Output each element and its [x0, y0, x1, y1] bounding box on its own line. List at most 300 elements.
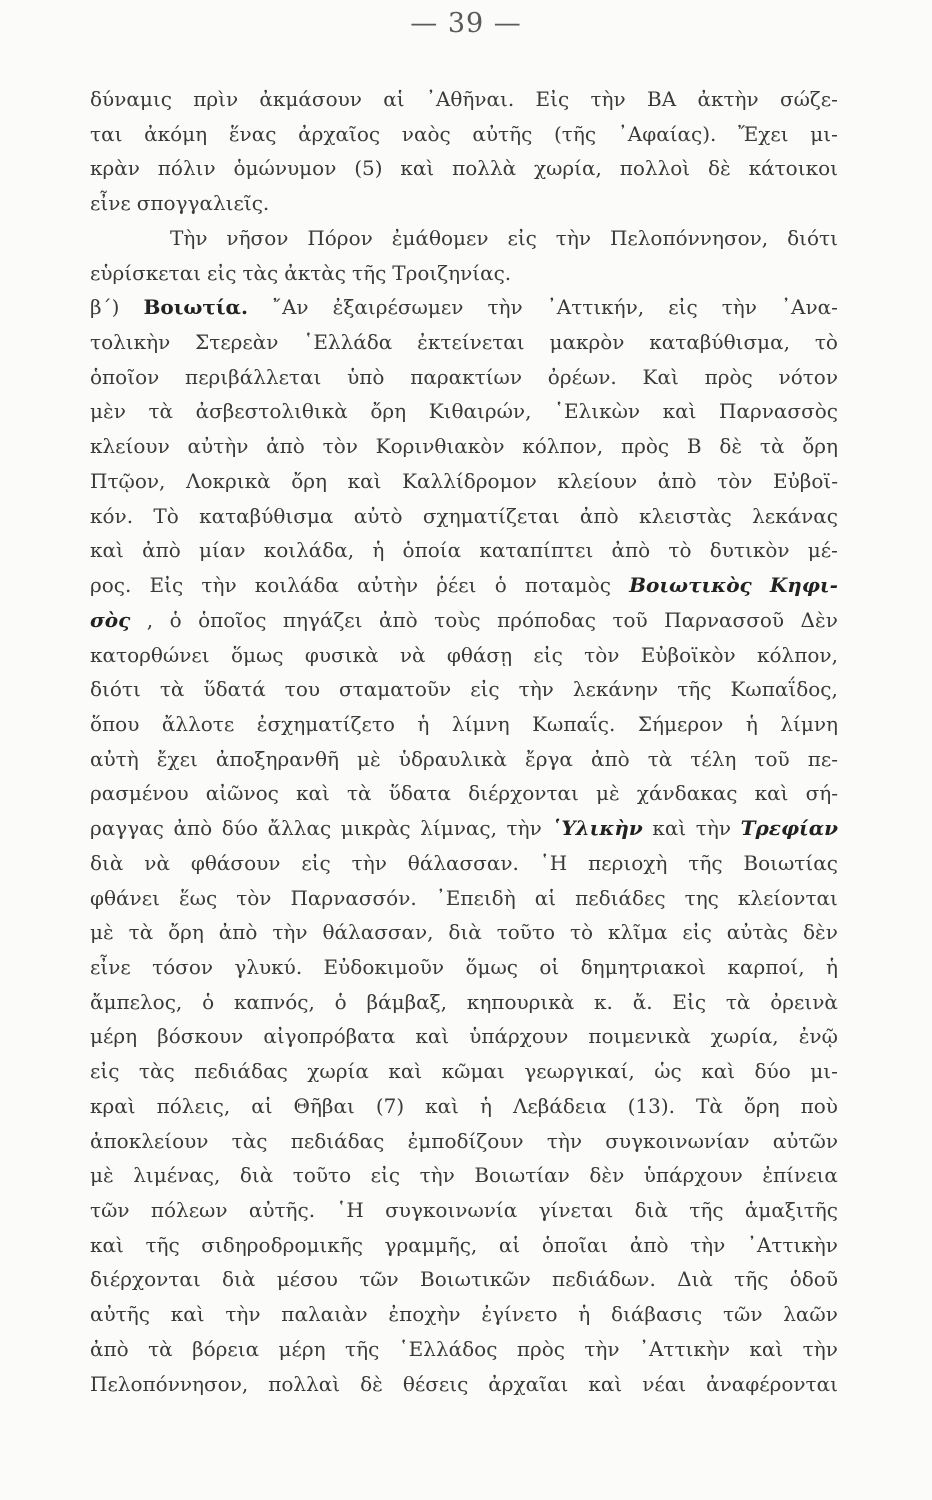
text-line [90, 1262, 838, 1297]
text-word: τὰς [138, 1059, 175, 1084]
text-word: χωρία, [533, 156, 602, 181]
text-word: εἰς [668, 295, 698, 320]
text-line [90, 950, 838, 985]
text-word: φθάνει [90, 885, 160, 910]
text-word: καὶ [754, 781, 789, 806]
text-word: ᾿Αφαίας). [617, 121, 717, 146]
text-word: Τὴν [170, 225, 208, 250]
text-word: τὴν [584, 1336, 620, 1361]
text-word: σὸς [90, 607, 131, 632]
text-word: κλειστὰς [638, 503, 732, 528]
text-line [90, 707, 838, 742]
text-word: πρὸς [620, 434, 670, 459]
text-word: θέσεις [402, 1371, 469, 1396]
text-word: κάτοικοι [748, 156, 838, 181]
text-word: μίαν [198, 538, 246, 563]
text-word: ἡ [372, 538, 385, 563]
text-word: Κιθαιρών, [428, 399, 532, 424]
text-word: Τροιζηνίας. [392, 260, 512, 285]
text-word: σιδηροδρομικῆς [201, 1232, 363, 1257]
text-word: Κωπαΐδος, [730, 677, 838, 702]
text-word: καρποί, [727, 954, 805, 979]
text-word: ὕδατα [388, 781, 451, 806]
text-word: ᾿Αττικήν, [546, 295, 645, 320]
text-line [90, 603, 838, 638]
text-word: ρος. [90, 573, 132, 598]
text-word: ἀκτὴν [697, 87, 759, 111]
text-word: πρὸς [516, 1336, 565, 1361]
text-word: λίμνη [780, 711, 838, 736]
text-word: Πελοπόννησον, [609, 225, 769, 250]
text-word: τὴν [590, 87, 626, 111]
text-line [90, 151, 838, 186]
text-word: περιβάλλεται [185, 364, 322, 389]
text-word: πόλεις, [156, 1093, 231, 1118]
text-word: ἐπίνεια [762, 1163, 838, 1188]
text-word: Καὶ [642, 364, 679, 389]
text-word: σταματοῦν [339, 677, 452, 702]
text-word: ὅπου [90, 711, 140, 736]
text-word: κλείουν [90, 434, 170, 459]
text-word: θάλασσαν. [407, 850, 519, 875]
text-word: παρακτίων [410, 364, 523, 389]
text-line [90, 846, 838, 881]
text-word: ὄρη [802, 434, 838, 459]
text-word: καὶ [415, 1024, 450, 1049]
text-word: αἰῶνος [205, 781, 279, 806]
text-word: διάβασις [611, 1302, 703, 1327]
text-line [90, 533, 838, 568]
text-word: τὴν [546, 1128, 583, 1153]
text-word: ὅμως [465, 954, 518, 979]
text-word: Β [686, 434, 702, 459]
text-word: τῆς [677, 677, 712, 702]
text-word: ὄρη [168, 920, 204, 945]
text-word: τολικὴν [90, 330, 171, 355]
text-word: καὶ [295, 781, 330, 806]
text-word: ἕνας [228, 121, 277, 146]
text-word: ποὺ [800, 1093, 838, 1118]
text-word: σχηματίζεται [422, 503, 560, 528]
text-word: πολλὰ [452, 156, 517, 181]
text-word: τὰς [242, 260, 279, 285]
text-word: ῾Ελλάδα [303, 330, 393, 355]
text-word: τὴν [351, 850, 387, 875]
text-word: αὐτῶν [772, 1128, 838, 1153]
text-line [90, 394, 838, 429]
text-word: τὸ [569, 920, 594, 945]
text-word: καὶ [749, 1336, 784, 1361]
text-word: καὶ [400, 156, 435, 181]
text-word: διὰ [239, 1163, 274, 1188]
text-word: καταβύθισμα, [649, 330, 790, 355]
text-word: ῥέει [436, 573, 477, 598]
text-line [90, 186, 838, 221]
text-word: ἔχει [156, 746, 198, 771]
text-line [90, 1089, 838, 1124]
page-number: — 39 — [410, 8, 522, 39]
text-word: εἰς [301, 850, 331, 875]
text-word: μὲ [596, 781, 620, 806]
text-word: συγκοινωνίαν [605, 1128, 750, 1153]
text-word: τὴν [506, 816, 542, 841]
text-word: ποιμενικὰ [588, 1024, 691, 1049]
text-word: ὁποῖαι [541, 1232, 609, 1257]
text-word: κόν. [90, 503, 134, 528]
text-word: κοιλάδα, [263, 538, 355, 563]
text-word: πηγάζει [282, 607, 363, 632]
text-word: Καλλίδρομον [402, 468, 537, 493]
text-word: τοῦ [754, 746, 790, 771]
text-word: πρὸς [704, 364, 753, 389]
text-word: διέρχονται [468, 781, 579, 806]
text-word: Παρνασσόν. [290, 885, 417, 910]
text-word: δυτικὸν [709, 538, 790, 563]
text-word: Τὸ [153, 503, 179, 528]
text-word: χωρία, [710, 1024, 779, 1049]
text-word: διὰ [448, 920, 482, 945]
text-word: τὴν [272, 920, 308, 945]
text-word: καὶ [90, 1232, 124, 1257]
text-word: καὶ [388, 1059, 423, 1084]
text-word: ἀποκλείουν [90, 1128, 209, 1153]
text-word: αὐτῆς [90, 1302, 150, 1327]
text-word: νέαι [642, 1371, 687, 1396]
text-word: ἀπὸ [590, 746, 630, 771]
text-word: Ἔχει [738, 121, 789, 146]
text-word: ἀσβεστολιθικὰ [195, 399, 348, 424]
text-word: αὐτῆς [472, 121, 533, 146]
text-word: ἀκόμη [144, 121, 208, 146]
text-word: της [684, 885, 719, 910]
text-word: ἐκτείνεται [417, 330, 525, 355]
text-word: ὑδραυλικὰ [398, 746, 507, 771]
text-line [90, 568, 838, 603]
text-word: πεδιάδων. [552, 1267, 656, 1292]
text-word: ὄρη [370, 399, 407, 424]
text-word: ὡς [654, 1059, 682, 1084]
text-word: λεκάνας [752, 503, 838, 528]
text-word: ὁ [202, 989, 215, 1014]
text-word: κόλπον, [522, 434, 604, 459]
text-line [90, 499, 838, 534]
text-word: , [146, 607, 154, 632]
text-word: ῾Ελικὼν [554, 399, 641, 424]
text-word: δύο [754, 1059, 791, 1084]
text-word: τὸν [584, 642, 620, 667]
text-word: διὰ [222, 1267, 256, 1292]
text-word: τῆς [352, 260, 387, 285]
text-word: δύο [221, 816, 259, 841]
text-word: αὐτῆς. [248, 1198, 316, 1222]
text-word: τὸν [717, 468, 753, 493]
text-word: παλαιὰν [281, 1302, 368, 1327]
text-word: ἐποχὴν [388, 1302, 461, 1327]
text-word: διότι [787, 225, 838, 250]
text-word: πολλοὶ [619, 156, 691, 181]
text-word: βάμβαξ, [366, 989, 448, 1014]
text-word: μέ- [807, 538, 838, 563]
text-line [90, 1193, 838, 1228]
text-word: Παρνασσὸς [719, 399, 838, 424]
text-word: τὴν [802, 1336, 838, 1361]
text-word: τὴν [555, 225, 592, 250]
text-word: πεδιάδας [290, 1128, 385, 1153]
text-word: Βοιωτία. [143, 295, 248, 320]
text-word: Εἰς [672, 989, 707, 1014]
text-word: νότον [778, 364, 838, 389]
text-word: Βοιωτικῶν [420, 1267, 531, 1292]
text-word: αὐτὰς [726, 920, 789, 945]
text-word: καὶ [652, 816, 687, 841]
text-word: νῆσον [226, 225, 289, 250]
text-line [90, 1124, 838, 1159]
text-word: ΒΑ [647, 87, 677, 111]
text-word: ὁδοῦ [789, 1267, 838, 1292]
text-word: ῎Αν [271, 295, 309, 320]
text-word: Βοιωτικὸς [629, 573, 752, 598]
text-word: ὁ [494, 573, 507, 598]
text-word: μακρὸν [549, 330, 625, 355]
text-word: Εὐδοκιμοῦν [323, 954, 445, 979]
text-word: τὸν [322, 434, 358, 459]
text-word: πρόποδας [497, 607, 596, 632]
text-word: ποταμὸς [524, 573, 611, 598]
text-word: εἶνε [90, 191, 131, 216]
text-word: ᾿Επειδὴ [435, 885, 516, 910]
text-word: Βοιωτίας [743, 850, 838, 875]
text-word: πε- [807, 746, 838, 771]
text-word: αἱ [251, 1093, 273, 1118]
text-line [90, 360, 838, 395]
text-word: τὸ [814, 330, 838, 355]
text-word: συγκοινωνία [385, 1198, 518, 1222]
text-word: ὀρέων. [547, 364, 617, 389]
text-word: καὶ [662, 399, 697, 424]
text-word: κρὰν [90, 156, 140, 181]
text-word: τῆς [688, 850, 723, 875]
text-word: καὶ [170, 1302, 205, 1327]
text-word: ἡ [480, 1093, 492, 1118]
text-word: ρασμένου [90, 781, 189, 806]
text-word: εἰς [682, 920, 712, 945]
text-line [90, 1158, 838, 1193]
text-word: τὴν [690, 1232, 726, 1257]
text-word: περιοχὴ [588, 850, 668, 875]
text-word: καπνός, [233, 989, 315, 1014]
text-word: ὕδατά [203, 677, 266, 702]
text-word: κατορθώνει [90, 642, 210, 667]
text-word: καταβύθισμα [199, 503, 334, 528]
text-word: ὑπάρχουν [469, 1024, 569, 1049]
text-word: ῾Υλικὴν [551, 816, 643, 841]
text-word: αἱ [383, 87, 405, 111]
text-word: ἡ [825, 954, 838, 979]
text-line [90, 881, 838, 916]
text-word: διὰ [634, 1198, 668, 1222]
text-word: ῾Ελλάδος [398, 1336, 498, 1361]
text-word: ἕως [178, 885, 218, 910]
text-word: αὐτὴ [90, 746, 139, 771]
text-word: (7) [375, 1093, 405, 1118]
text-word: ὁποῖον [90, 364, 160, 389]
text-word: πεδιάδας [194, 1059, 288, 1084]
text-word: Παρνασσοῦ [664, 607, 785, 632]
text-word: ἡ [417, 711, 430, 736]
text-word: τέλη [690, 746, 737, 771]
text-word: ᾿Αθῆναι. [425, 87, 515, 111]
text-word: τοῦ [612, 607, 648, 632]
text-word: Σήμερον [637, 711, 724, 736]
text-word: αἰγοπρόβατα [263, 1024, 396, 1049]
text-word: νὰ [144, 850, 170, 875]
text-word: ἀπὸ [378, 607, 418, 632]
text-line [90, 256, 838, 291]
text-word: ἐμποδίζουν [407, 1128, 524, 1153]
text-word: τοῦτο [496, 920, 556, 945]
text-word: διότι [90, 677, 141, 702]
text-word: ἡ [745, 711, 758, 736]
text-line [90, 429, 838, 464]
text-word: Λοκρικὰ [186, 468, 271, 493]
text-word: τὰ [148, 399, 174, 424]
text-word: διέρχονται [90, 1267, 201, 1292]
text-word: νὰ [399, 642, 426, 667]
text-word: (13). [627, 1093, 675, 1118]
text-word: ἀπὸ [266, 434, 305, 459]
text-word: Εἰς [149, 573, 184, 598]
text-word: τῆς [145, 1232, 180, 1257]
text-word: καταπίπτει [479, 538, 594, 563]
text-word: β΄) [90, 295, 120, 320]
text-word: ὁποῖος [198, 607, 267, 632]
text-word: οἱ [539, 954, 560, 979]
text-word: ἀπὸ [579, 503, 619, 528]
text-word: ἐξαιρέσωμεν [332, 295, 464, 320]
text-word: μὲ [90, 1163, 114, 1188]
text-word: τὰ [759, 434, 785, 459]
text-word: βόσκουν [157, 1024, 244, 1049]
text-word: γεωργικαί, [524, 1059, 635, 1084]
text-word: ῾Η [336, 1198, 364, 1222]
text-word: Κηφι- [769, 573, 838, 598]
text-line [90, 1019, 838, 1054]
text-word: ὑπὸ [347, 364, 385, 389]
text-word: κλείουν [557, 468, 638, 493]
text-word: ἔργα [524, 746, 573, 771]
text-line [90, 117, 838, 152]
text-word: δὲν [803, 920, 838, 945]
text-word: τὴν [419, 1163, 455, 1188]
text-word: ἀπὸ [173, 816, 213, 841]
text-line [90, 776, 838, 811]
text-word: Πτῷον, [90, 468, 166, 493]
text-word: τὴν [225, 1302, 261, 1327]
text-word: αὐτὴν [357, 573, 418, 598]
text-word: τῶν [359, 1267, 399, 1292]
text-word: καὶ [701, 1059, 736, 1084]
text-word: ὅμως [230, 642, 284, 667]
text-word: ὀρεινὰ [770, 989, 838, 1014]
text-word: ἀπὸ [629, 1232, 669, 1257]
text-word: ἐνῷ [798, 1024, 838, 1049]
text-word: τῆς [689, 1198, 724, 1222]
text-word: τὴν [518, 677, 554, 702]
text-word: τοῦτο [292, 1163, 352, 1188]
text-word: ἐσχηματίζετο [256, 711, 395, 736]
text-word: γίνεται [538, 1198, 614, 1222]
text-word: Βοιωτίαν [474, 1163, 570, 1188]
text-line [90, 1228, 838, 1263]
text-word: χάνδακας [636, 781, 738, 806]
text-word: ἀπὸ [90, 1336, 129, 1361]
text-word: Εὐβοϊκὸν [640, 642, 736, 667]
text-word: ᾿Αττικὴν [746, 1232, 838, 1257]
text-word: εἰς [507, 225, 537, 250]
text-word: καὶ [90, 538, 124, 563]
text-word: Πελοπόννησον, [90, 1371, 249, 1396]
text-word: ἀκτὰς [284, 260, 347, 285]
text-word: Εἰς [535, 87, 570, 111]
text-word: μικρὰς [340, 816, 411, 841]
text-word: καὶ [347, 468, 382, 493]
text-word: ἀπὸ [142, 538, 181, 563]
text-line [90, 1332, 838, 1367]
text-word: εἰς [533, 642, 563, 667]
text-word: μι- [810, 1059, 838, 1084]
text-word: Τρεφίαν [740, 816, 838, 841]
text-word: μι- [810, 121, 838, 146]
text-word: δὲν [589, 1163, 625, 1188]
text-line [90, 464, 838, 499]
text-word: Πόρον [307, 225, 373, 250]
text-word: ραγγας [90, 816, 164, 841]
text-word: ᾿Αττικὴν [638, 1336, 731, 1361]
text-word: ἀπὸ [611, 538, 651, 563]
text-word: Στερεὰν [195, 330, 279, 355]
text-word: ὄρη [743, 1093, 780, 1118]
text-word: χωρία [307, 1059, 369, 1084]
text-word: ἁμαξιτῆς [744, 1198, 838, 1222]
text-line [90, 915, 838, 950]
text-word: τῆς [734, 1267, 769, 1292]
text-word: ἐμάθομεν [391, 225, 489, 250]
text-word: σή- [805, 781, 838, 806]
text-word: τὴν [201, 573, 237, 598]
text-word: καὶ [425, 1093, 460, 1118]
text-word: ἀναφέρονται [706, 1371, 838, 1396]
text-word: ἄλλοτε [161, 711, 235, 736]
text-word: τὰς [231, 1128, 268, 1153]
text-line [90, 221, 838, 256]
text-word: δὲ [360, 1371, 383, 1396]
text-word: κηπουρικὰ [466, 989, 575, 1014]
text-word: ὁ [169, 607, 182, 632]
text-line [90, 290, 838, 325]
text-word: τὸ [668, 538, 692, 563]
text-word: κραὶ [90, 1093, 136, 1118]
text-word: γλυκύ. [234, 954, 303, 979]
text-word: εἰς [470, 677, 500, 702]
text-word: ἀποξηρανθῆ [215, 746, 339, 771]
text-word: γραμμῆς, [384, 1232, 478, 1257]
text-line [90, 82, 838, 117]
text-word: (5) [354, 156, 383, 181]
text-word: ἄ. [632, 989, 653, 1014]
text-word: μὲν [90, 399, 126, 424]
text-word: ὁ [334, 989, 347, 1014]
text-word: ἀρχαῖος [298, 121, 381, 146]
